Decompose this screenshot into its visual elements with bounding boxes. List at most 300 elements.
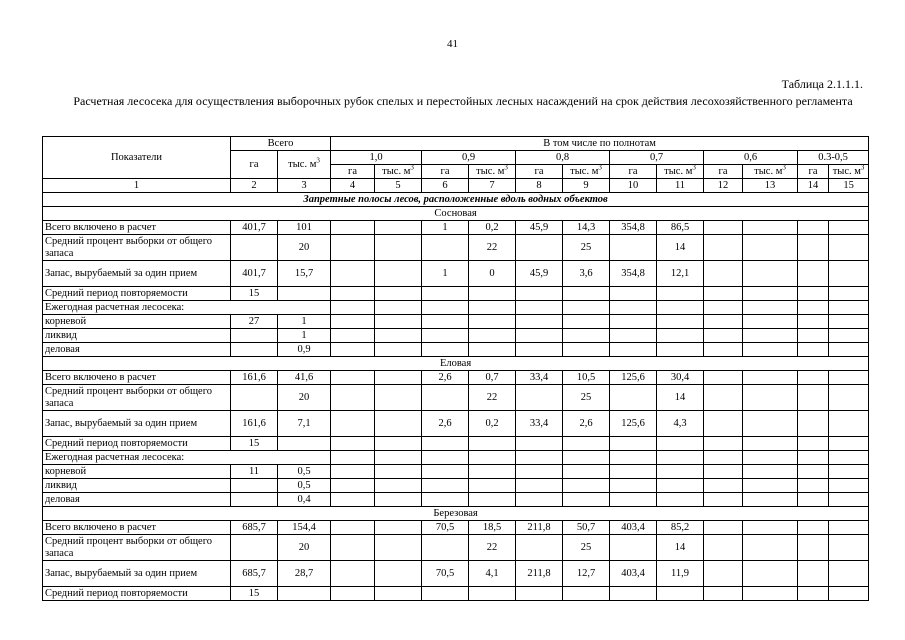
table-cell <box>375 437 422 451</box>
table-cell <box>231 235 278 261</box>
table-cell <box>829 479 869 493</box>
table-cell <box>798 535 829 561</box>
table-cell <box>375 451 422 465</box>
table-cell <box>610 535 657 561</box>
table-cell: 22 <box>469 535 516 561</box>
row-label: деловая <box>43 343 231 357</box>
table-cell <box>743 437 798 451</box>
table-row <box>43 301 869 315</box>
table-cell: 0,5 <box>278 479 331 493</box>
table-cell: 354,8 <box>610 221 657 235</box>
table-cell <box>704 343 743 357</box>
table-cell <box>375 329 422 343</box>
header-total: Всего <box>231 137 331 151</box>
table-cell <box>516 587 563 601</box>
table-cell <box>331 301 375 315</box>
table-label: Таблица 2.1.1.1. <box>781 77 863 91</box>
table-cell: 211,8 <box>516 521 563 535</box>
header-unit-ha: га <box>798 165 829 179</box>
table-header <box>43 137 869 193</box>
table-cell <box>798 411 829 437</box>
table-cell <box>563 301 610 315</box>
table-cell <box>657 465 704 479</box>
row-label: Средний период повторяемости <box>43 287 231 301</box>
table-cell <box>516 329 563 343</box>
table-cell <box>610 493 657 507</box>
table-cell <box>516 465 563 479</box>
table-cell <box>743 315 798 329</box>
table-cell: 161,6 <box>231 411 278 437</box>
table-cell <box>704 261 743 287</box>
table-cell: 685,7 <box>231 521 278 535</box>
table-cell <box>516 315 563 329</box>
table-cell: 14,3 <box>563 221 610 235</box>
table-cell <box>743 561 798 587</box>
table-cell <box>743 479 798 493</box>
table-cell <box>469 315 516 329</box>
table-cell <box>563 465 610 479</box>
table-cell <box>610 301 657 315</box>
table-cell: 15,7 <box>278 261 331 287</box>
table-cell <box>610 465 657 479</box>
table-row <box>43 329 869 343</box>
column-number: 9 <box>563 179 610 193</box>
column-number: 7 <box>469 179 516 193</box>
table-cell <box>610 451 657 465</box>
table-cell <box>375 479 422 493</box>
table-cell <box>375 235 422 261</box>
table-cell <box>798 465 829 479</box>
table-row <box>43 535 869 561</box>
section-title: Запретные полосы лесов, расположенные вдоль водных объектов <box>43 193 869 207</box>
header-unit-volume: тыс. $м^3$ <box>563 165 610 179</box>
table-cell <box>516 479 563 493</box>
table-cell: 7,1 <box>278 411 331 437</box>
table-cell <box>563 587 610 601</box>
table-cell: 33,4 <box>516 371 563 385</box>
column-number: 14 <box>798 179 829 193</box>
group-title: Сосновая <box>43 207 869 221</box>
table-cell: 4,3 <box>657 411 704 437</box>
table-title: Расчетная лесосека для осуществления выборочных рубок спелых и перестойных лесных насаждений на срок действия лесохозяйственного регламента <box>73 94 853 108</box>
table-cell: 25 <box>563 385 610 411</box>
table-cell <box>798 521 829 535</box>
table-cell: 125,6 <box>610 411 657 437</box>
table-cell <box>422 437 469 451</box>
table-cell <box>469 479 516 493</box>
table-cell <box>743 385 798 411</box>
table-cell <box>704 493 743 507</box>
row-label: Запас, вырубаемый за один прием <box>43 561 231 587</box>
table-cell: 1 <box>422 261 469 287</box>
header-unit-volume: тыс. $м^3$ <box>829 165 869 179</box>
table-cell <box>331 437 375 451</box>
table-cell <box>657 329 704 343</box>
table-row <box>43 561 869 587</box>
column-number: 15 <box>829 179 869 193</box>
table-cell: 0,9 <box>278 343 331 357</box>
table-cell <box>469 329 516 343</box>
row-label: Средний процент выборки от общего запаса <box>43 235 231 261</box>
table-cell <box>422 465 469 479</box>
column-number: 11 <box>657 179 704 193</box>
column-number: 6 <box>422 179 469 193</box>
table-cell <box>516 301 563 315</box>
group-title: Березовая <box>43 507 869 521</box>
column-number: 2 <box>231 179 278 193</box>
table-cell: 20 <box>278 385 331 411</box>
table-row <box>43 287 869 301</box>
table-cell: 10,5 <box>563 371 610 385</box>
table-cell <box>743 287 798 301</box>
table-cell <box>798 315 829 329</box>
table-cell <box>743 235 798 261</box>
table-cell: 28,7 <box>278 561 331 587</box>
table-cell <box>563 343 610 357</box>
table-cell <box>610 329 657 343</box>
table-cell <box>798 287 829 301</box>
header-density: 0,9 <box>422 151 516 165</box>
table-cell: 685,7 <box>231 561 278 587</box>
table-row <box>43 451 869 465</box>
header-density: 0,6 <box>704 151 798 165</box>
row-label: ликвид <box>43 479 231 493</box>
table-cell <box>743 587 798 601</box>
row-label: Ежегодная расчетная лесосека: <box>43 301 331 315</box>
table-cell <box>704 437 743 451</box>
table-cell <box>331 465 375 479</box>
table-row <box>43 493 869 507</box>
table-cell <box>743 493 798 507</box>
table-cell <box>829 385 869 411</box>
group-row <box>43 207 869 221</box>
table-cell: 0,7 <box>469 371 516 385</box>
table-cell <box>469 465 516 479</box>
row-label: Средний процент выборки от общего запаса <box>43 385 231 411</box>
table-row <box>43 479 869 493</box>
table-cell <box>704 465 743 479</box>
table-cell <box>331 561 375 587</box>
table-cell <box>375 561 422 587</box>
table-cell <box>331 385 375 411</box>
table-cell: 15 <box>231 437 278 451</box>
table-cell <box>516 287 563 301</box>
table-cell <box>331 329 375 343</box>
header-unit-ha: га <box>331 165 375 179</box>
table-cell <box>422 451 469 465</box>
table-cell <box>798 479 829 493</box>
table-cell: 20 <box>278 535 331 561</box>
table-cell <box>375 587 422 601</box>
column-number: 10 <box>610 179 657 193</box>
table-cell <box>657 437 704 451</box>
table-row <box>43 437 869 451</box>
table-cell <box>829 535 869 561</box>
table-cell <box>375 411 422 437</box>
table-cell <box>798 587 829 601</box>
table-row <box>43 371 869 385</box>
table-cell <box>331 587 375 601</box>
table-cell <box>231 535 278 561</box>
table-cell: 15 <box>231 287 278 301</box>
table-cell: 14 <box>657 385 704 411</box>
table-cell <box>375 261 422 287</box>
table-cell: 0,4 <box>278 493 331 507</box>
row-label: Всего включено в расчет <box>43 371 231 385</box>
table-row <box>43 261 869 287</box>
table-body <box>43 193 869 601</box>
table-row <box>43 221 869 235</box>
table-cell <box>743 411 798 437</box>
table-cell <box>516 343 563 357</box>
table-cell <box>829 493 869 507</box>
page-number: 41 <box>447 38 458 50</box>
table-cell <box>743 535 798 561</box>
table-cell <box>422 535 469 561</box>
table-cell <box>829 437 869 451</box>
table-cell <box>610 385 657 411</box>
table-cell <box>798 329 829 343</box>
table-cell <box>231 493 278 507</box>
row-label: корневой <box>43 315 231 329</box>
table-cell <box>743 465 798 479</box>
table-cell <box>829 343 869 357</box>
table-cell <box>331 479 375 493</box>
table-row <box>43 521 869 535</box>
row-label: Запас, вырубаемый за один прием <box>43 411 231 437</box>
table-cell: 45,9 <box>516 221 563 235</box>
table-cell: 354,8 <box>610 261 657 287</box>
table-cell <box>375 521 422 535</box>
table-cell <box>829 451 869 465</box>
column-number: 1 <box>43 179 231 193</box>
row-label: ликвид <box>43 329 231 343</box>
table-cell <box>469 493 516 507</box>
table-cell <box>331 451 375 465</box>
table-cell <box>422 385 469 411</box>
table-cell <box>704 385 743 411</box>
table-cell <box>331 371 375 385</box>
table-cell <box>657 451 704 465</box>
table-cell: 125,6 <box>610 371 657 385</box>
table-row <box>43 587 869 601</box>
table-cell: 86,5 <box>657 221 704 235</box>
group-row <box>43 507 869 521</box>
table-cell <box>375 385 422 411</box>
table-cell <box>469 587 516 601</box>
table-cell <box>704 315 743 329</box>
section-row <box>43 193 869 207</box>
column-number: 5 <box>375 179 422 193</box>
table-cell <box>829 371 869 385</box>
table-cell <box>563 493 610 507</box>
group-title: Еловая <box>43 357 869 371</box>
row-label: Всего включено в расчет <box>43 221 231 235</box>
table-cell: 101 <box>278 221 331 235</box>
table-cell <box>798 493 829 507</box>
table-cell <box>610 479 657 493</box>
table-cell <box>704 451 743 465</box>
table-cell <box>704 411 743 437</box>
table-cell: 22 <box>469 235 516 261</box>
table-cell <box>798 235 829 261</box>
table-cell <box>798 221 829 235</box>
table-cell <box>422 315 469 329</box>
table-cell <box>798 371 829 385</box>
table-cell <box>829 521 869 535</box>
table-cell <box>231 329 278 343</box>
table-cell: 1 <box>278 315 331 329</box>
table-cell <box>798 385 829 411</box>
table-cell <box>469 287 516 301</box>
table-cell <box>516 437 563 451</box>
column-number: 3 <box>278 179 331 193</box>
table-cell <box>743 329 798 343</box>
table-cell: 33,4 <box>516 411 563 437</box>
table-cell <box>743 451 798 465</box>
table-cell <box>798 451 829 465</box>
table-cell: 15 <box>231 587 278 601</box>
table-cell: 0,5 <box>278 465 331 479</box>
table-row <box>43 235 869 261</box>
table-cell <box>610 235 657 261</box>
table-cell <box>331 535 375 561</box>
table-cell <box>563 451 610 465</box>
row-label: деловая <box>43 493 231 507</box>
table-cell: 2,6 <box>422 371 469 385</box>
row-label: Всего включено в расчет <box>43 521 231 535</box>
table-cell <box>375 343 422 357</box>
table-cell <box>704 535 743 561</box>
table-cell <box>657 343 704 357</box>
table-cell <box>516 493 563 507</box>
table-cell <box>743 221 798 235</box>
table-cell <box>563 437 610 451</box>
column-number: 12 <box>704 179 743 193</box>
header-unit-ha: га <box>704 165 743 179</box>
table-cell <box>278 287 331 301</box>
table-cell <box>563 315 610 329</box>
table-cell <box>829 235 869 261</box>
row-label: Средний период повторяемости <box>43 437 231 451</box>
table-cell: 18,5 <box>469 521 516 535</box>
header-total-volume: тыс. $м^3$ <box>278 151 331 179</box>
table-cell <box>657 479 704 493</box>
table-cell: 70,5 <box>422 521 469 535</box>
table-cell: 11 <box>231 465 278 479</box>
table-cell <box>704 479 743 493</box>
column-number: 4 <box>331 179 375 193</box>
table-cell <box>829 561 869 587</box>
table-cell <box>375 465 422 479</box>
header-unit-volume: тыс. $м^3$ <box>469 165 516 179</box>
table-cell <box>331 315 375 329</box>
table-cell: 14 <box>657 535 704 561</box>
table-cell <box>657 315 704 329</box>
table-cell: 154,4 <box>278 521 331 535</box>
table-cell <box>743 343 798 357</box>
table-cell: 45,9 <box>516 261 563 287</box>
table-cell <box>610 437 657 451</box>
table-cell <box>829 329 869 343</box>
table-cell <box>422 301 469 315</box>
table-cell: 0,2 <box>469 411 516 437</box>
column-number: 8 <box>516 179 563 193</box>
table-cell: 14 <box>657 235 704 261</box>
table-cell: 0 <box>469 261 516 287</box>
header-total-ha: га <box>231 151 278 179</box>
table-cell <box>375 535 422 561</box>
header-density: 0,8 <box>516 151 610 165</box>
header-unit-ha: га <box>516 165 563 179</box>
table-cell <box>375 371 422 385</box>
table-cell: 1 <box>422 221 469 235</box>
table-cell <box>829 261 869 287</box>
forest-cut-table <box>42 136 869 601</box>
table-cell <box>469 451 516 465</box>
table-cell <box>610 287 657 301</box>
table-cell: 211,8 <box>516 561 563 587</box>
table-cell <box>610 587 657 601</box>
table-cell <box>278 437 331 451</box>
table-cell <box>469 301 516 315</box>
table-cell <box>743 261 798 287</box>
header-unit-volume: тыс. $м^3$ <box>657 165 704 179</box>
table-cell: 30,4 <box>657 371 704 385</box>
table-cell: 161,6 <box>231 371 278 385</box>
column-numbers-row <box>43 179 869 193</box>
table-cell <box>798 437 829 451</box>
table-cell <box>704 329 743 343</box>
row-label: корневой <box>43 465 231 479</box>
table-cell <box>829 221 869 235</box>
table-cell <box>331 221 375 235</box>
table-cell <box>469 437 516 451</box>
table-cell: 11,9 <box>657 561 704 587</box>
table-cell <box>798 301 829 315</box>
table-cell <box>516 385 563 411</box>
table-cell: 403,4 <box>610 521 657 535</box>
table-cell <box>704 561 743 587</box>
table-cell <box>704 301 743 315</box>
table-cell <box>516 451 563 465</box>
table-cell: 85,2 <box>657 521 704 535</box>
table-cell: 2,6 <box>422 411 469 437</box>
table-row <box>43 385 869 411</box>
table-cell <box>657 493 704 507</box>
table-cell <box>422 329 469 343</box>
table-cell <box>422 587 469 601</box>
table-cell <box>331 493 375 507</box>
table-cell <box>422 493 469 507</box>
table-cell: 12,7 <box>563 561 610 587</box>
header-density: 0,7 <box>610 151 704 165</box>
header-density: 0.3-0,5 <box>798 151 869 165</box>
table-cell: 50,7 <box>563 521 610 535</box>
table-cell: 2,6 <box>563 411 610 437</box>
table-cell <box>469 343 516 357</box>
table-cell: 20 <box>278 235 331 261</box>
table-cell <box>422 235 469 261</box>
table-cell <box>563 479 610 493</box>
table-cell <box>563 329 610 343</box>
table-cell <box>829 287 869 301</box>
table-cell <box>798 561 829 587</box>
header-unit-volume: тыс. $м^3$ <box>375 165 422 179</box>
table-cell <box>231 479 278 493</box>
table-cell <box>704 235 743 261</box>
table-cell <box>798 261 829 287</box>
